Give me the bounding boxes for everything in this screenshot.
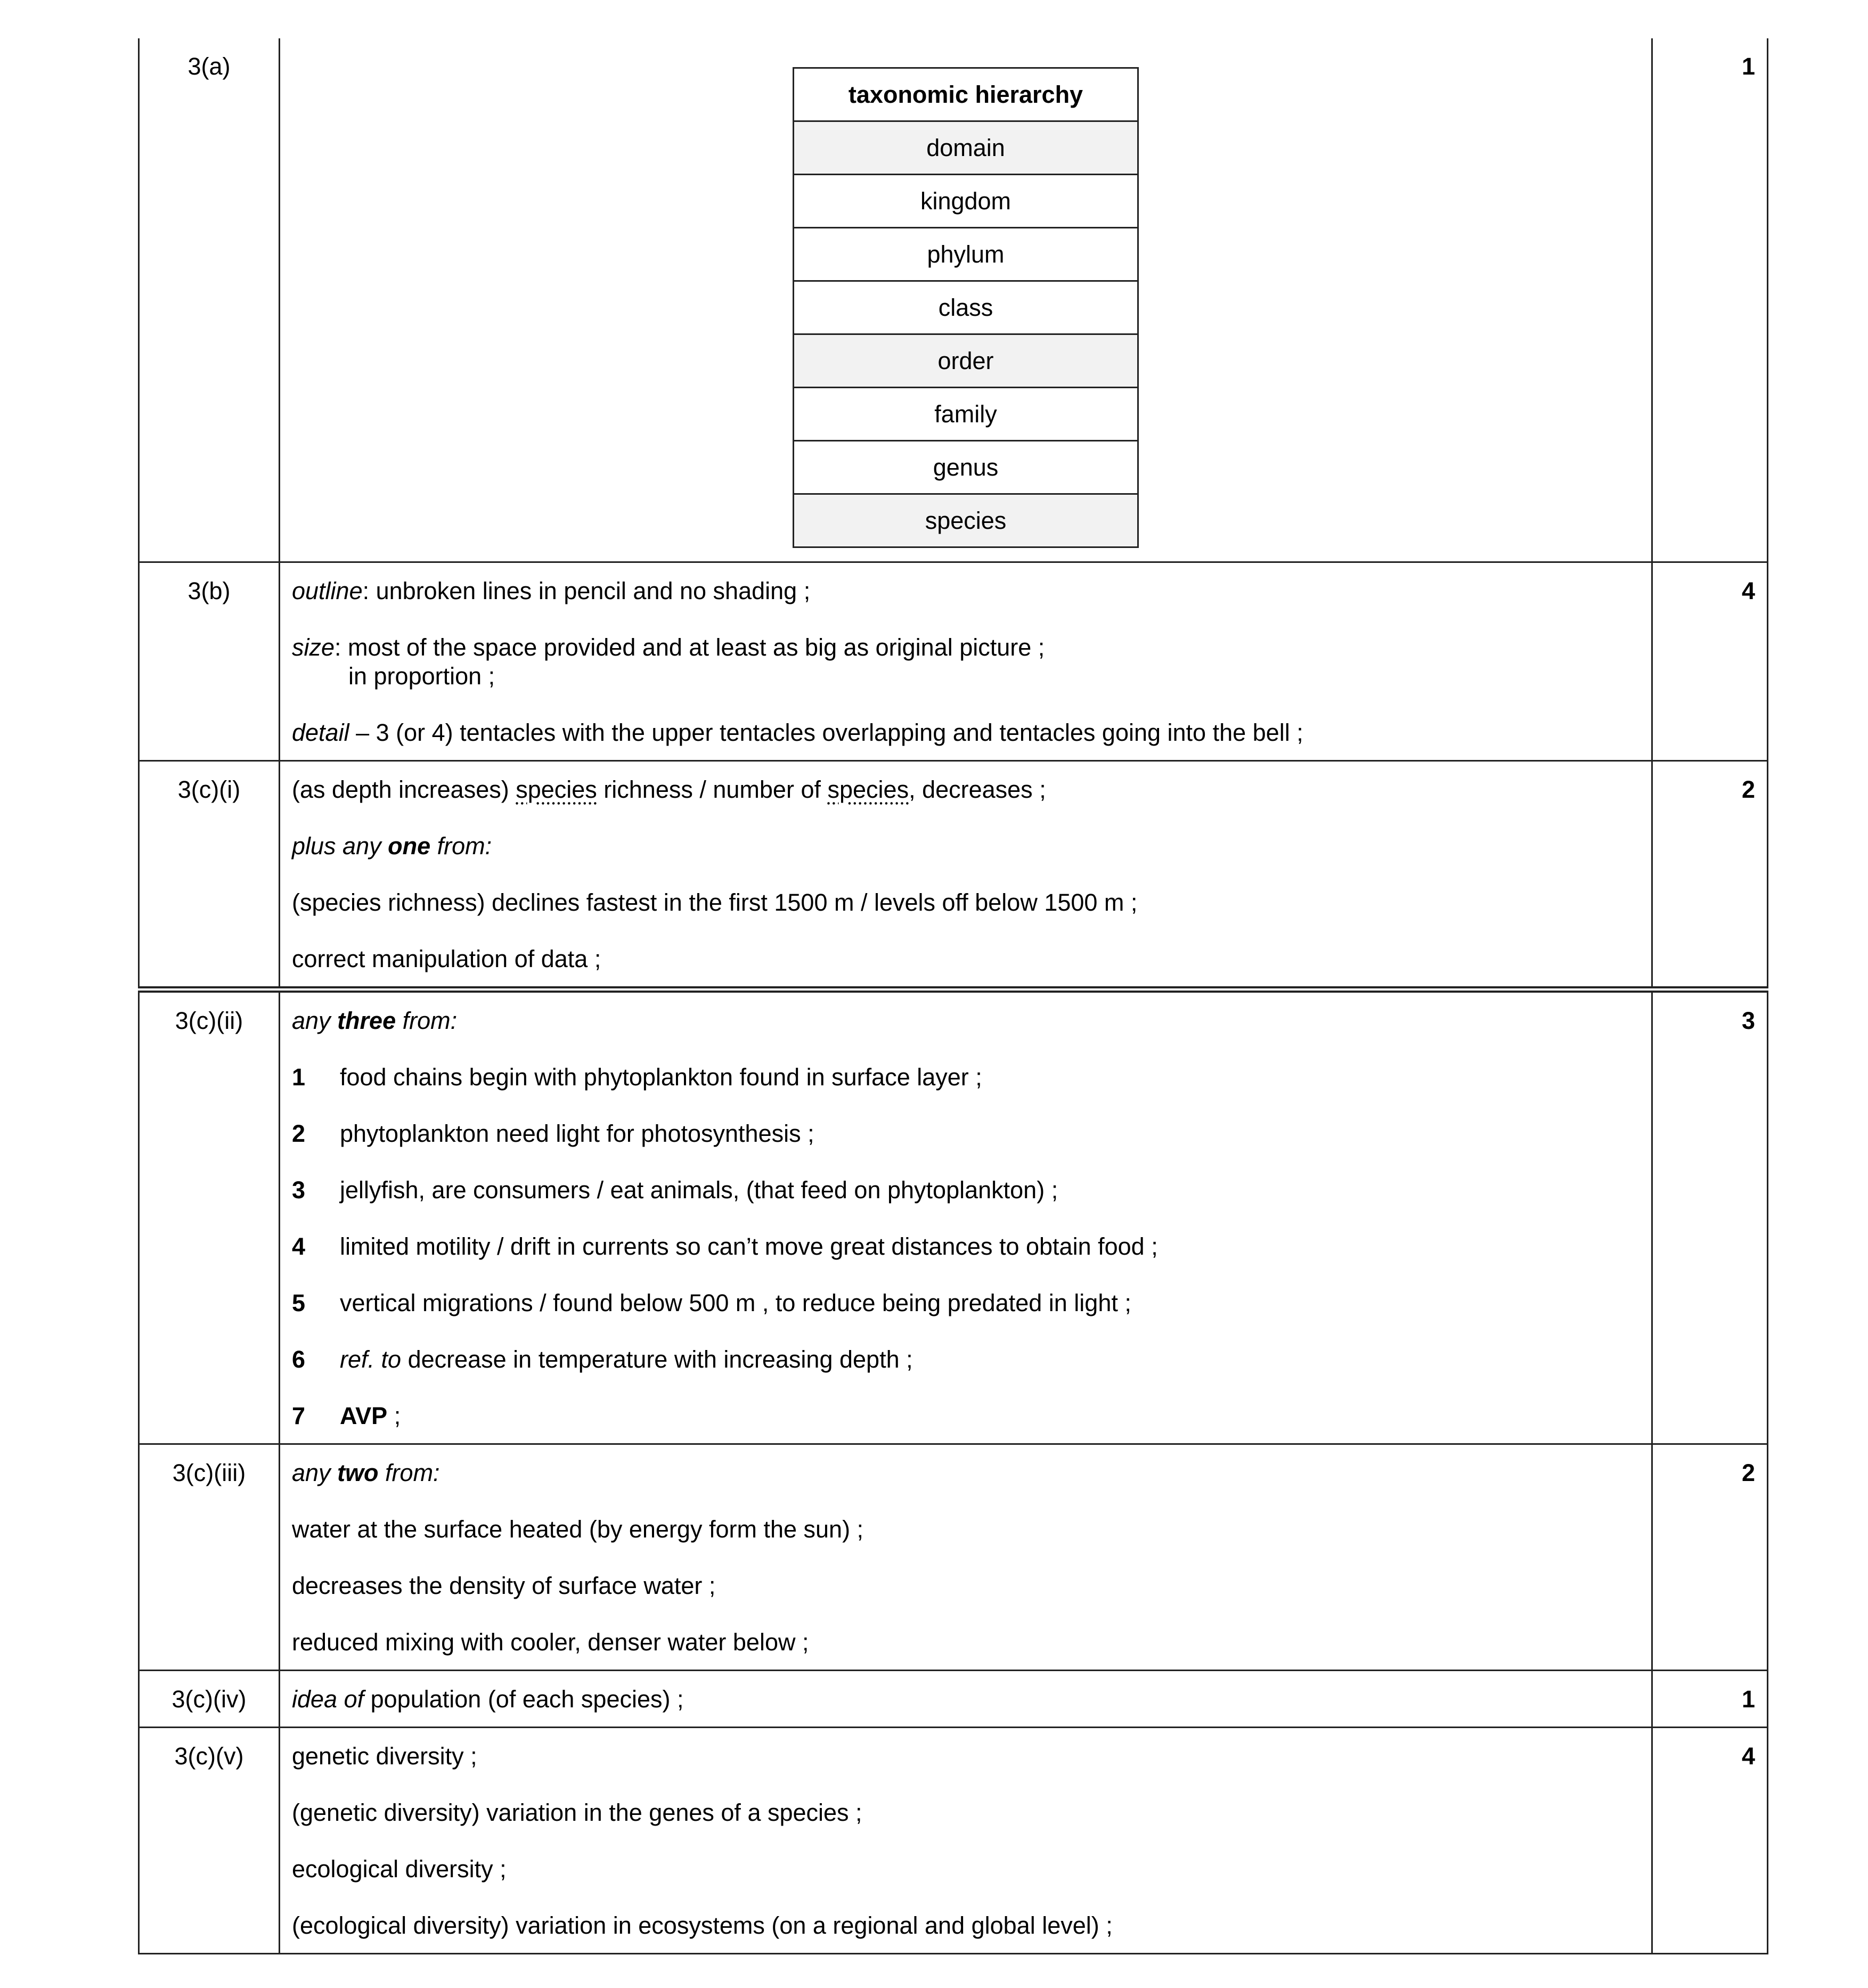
answer-line: (ecological diversity) variation in ecosystems (on a regional and global level) ; — [292, 1912, 1113, 1939]
marks: 1 — [1652, 38, 1768, 562]
answer-cell — [280, 38, 1652, 562]
answer-point: 5 vertical migrations / found below 500 m , to reduce being predated in light ; — [292, 1289, 1131, 1316]
hierarchy-item: class — [794, 281, 1138, 334]
row-3b — [139, 562, 1768, 761]
answer-point: 6 ref. to decrease in temperature with increasing depth ; — [292, 1346, 913, 1373]
answer-cell — [280, 761, 1652, 990]
answer-line: correct manipulation of data ; — [292, 945, 601, 972]
marks: 2 — [1652, 1444, 1768, 1671]
row-3ciii — [139, 1444, 1768, 1671]
row-3civ — [139, 1671, 1768, 1728]
answer-line: reduced mixing with cooler, denser water below ; — [292, 1629, 809, 1656]
answer-intro: any two from: — [292, 1459, 440, 1486]
answer-point: 7 AVP ; — [292, 1402, 401, 1429]
hierarchy-item: phylum — [794, 228, 1138, 281]
row-3a — [139, 38, 1768, 562]
question-number: 3(b) — [139, 562, 280, 761]
answer-line: (as depth increases) species richness / number of species, decreases ; — [292, 776, 1046, 803]
hierarchy-item: order — [794, 334, 1138, 388]
question-number: 3(c)(ii) — [139, 989, 280, 1444]
answer-cell — [280, 1728, 1652, 1954]
answer-cell — [280, 1444, 1652, 1671]
row-3cii — [139, 989, 1768, 1444]
answer-line: ecological diversity ; — [292, 1855, 507, 1883]
question-number: 3(c)(v) — [139, 1728, 280, 1954]
question-number: 3(c)(i) — [139, 761, 280, 990]
hierarchy-header: taxonomic hierarchy — [794, 68, 1138, 121]
question-number: 3(c)(iv) — [139, 1671, 280, 1728]
answer-point: 2 phytoplankton need light for photosynthesis ; — [292, 1120, 814, 1147]
answer-point: 1 food chains begin with phytoplankton found in surface layer ; — [292, 1063, 982, 1091]
marks: 2 — [1652, 761, 1768, 990]
answer-line: (species richness) declines fastest in the first 1500 m / levels off below 1500 m ; — [292, 889, 1138, 916]
taxonomic-hierarchy-table — [793, 67, 1139, 548]
mark-scheme-table — [138, 38, 1768, 1954]
answer-line: genetic diversity ; — [292, 1742, 477, 1770]
answer-point: 3 jellyfish, are consumers / eat animals, (that feed on phytoplankton) ; — [292, 1176, 1058, 1204]
marks: 4 — [1652, 562, 1768, 761]
marks: 1 — [1652, 1671, 1768, 1728]
answer-cell — [280, 562, 1652, 761]
hierarchy-item: kingdom — [794, 175, 1138, 228]
hierarchy-item: domain — [794, 121, 1138, 175]
row-3ci — [139, 761, 1768, 990]
answer-line: outline: unbroken lines in pencil and no shading ; — [292, 577, 811, 604]
answer-cell — [280, 1671, 1652, 1728]
answer-point: 4 limited motility / drift in currents so can’t move great distances to obtain food ; — [292, 1233, 1158, 1260]
hierarchy-item: family — [794, 388, 1138, 441]
marks: 3 — [1652, 989, 1768, 1444]
answer-intro: plus any one from: — [292, 832, 492, 860]
question-number: 3(c)(iii) — [139, 1444, 280, 1671]
question-number: 3(a) — [139, 38, 280, 562]
marks: 4 — [1652, 1728, 1768, 1954]
hierarchy-item: genus — [794, 441, 1138, 494]
answer-line: decreases the density of surface water ; — [292, 1572, 716, 1599]
answer-line: (genetic diversity) variation in the genes of a species ; — [292, 1799, 862, 1826]
answer-line: detail – 3 (or 4) tentacles with the upper tentacles overlapping and tentacles going into the bell ; — [292, 719, 1303, 746]
answer-line: size: most of the space provided and at least as big as original picture ; in proportion ; — [292, 634, 1045, 690]
answer-line: water at the surface heated (by energy form the sun) ; — [292, 1516, 864, 1543]
answer-intro: any three from: — [292, 1007, 458, 1034]
hierarchy-item: species — [794, 494, 1138, 547]
answer-cell — [280, 989, 1652, 1444]
answer-line: idea of population (of each species) ; — [292, 1686, 684, 1713]
row-3cv — [139, 1728, 1768, 1954]
